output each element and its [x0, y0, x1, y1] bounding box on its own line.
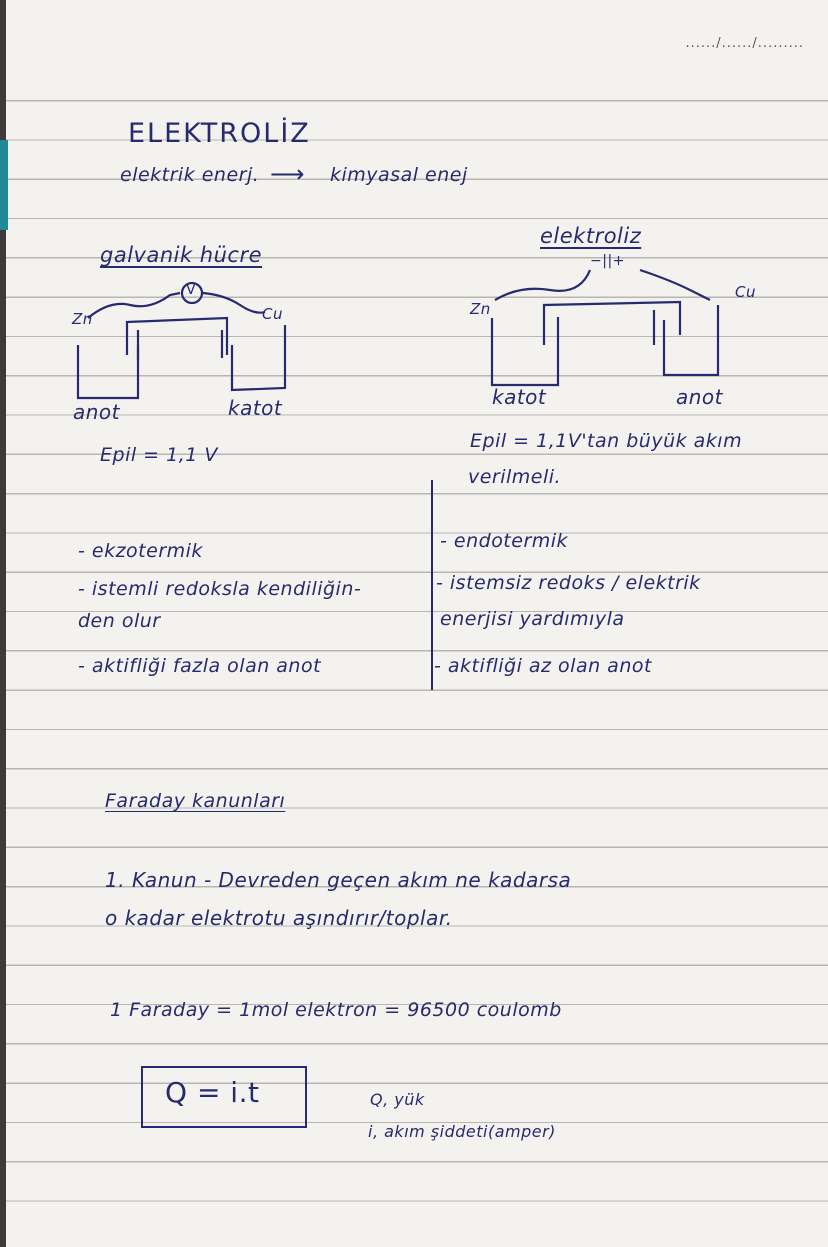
electrolysis-wire-left	[495, 270, 590, 300]
date-field: ....../....../.........	[685, 36, 804, 51]
electrolysis-property: - endotermik	[440, 530, 569, 552]
galvanic-property: - istemli redoksla kendiliğin-	[78, 578, 362, 600]
galvanic-property: - ekzotermik	[78, 540, 203, 562]
voltmeter-label: V	[186, 282, 197, 298]
faraday-law1-line1: 1. Kanun - Devreden geçen akım ne kadarsa	[105, 868, 572, 892]
electrolysis-property: enerjisi yardımıyla	[440, 608, 625, 630]
galvanic-cathode-label: katot	[228, 396, 283, 420]
electrolysis-property: - aktifliği az olan anot	[434, 655, 652, 677]
power-source-label: −||+	[590, 253, 625, 269]
formula-legend-i: i, akım şiddeti(amper)	[368, 1122, 556, 1141]
electrolysis-property: - istemsiz redoks / elektrik	[436, 572, 701, 594]
electrolysis-cathode-beaker	[492, 317, 558, 385]
electrolysis-heading: elektroliz	[540, 224, 642, 248]
arrow-icon: ⟶	[270, 160, 305, 188]
faraday-heading: Faraday kanunları	[105, 790, 286, 812]
galvanic-cathode-beaker	[232, 325, 285, 390]
comparison-divider	[431, 480, 433, 690]
electrolysis-left-metal: Zn	[470, 300, 491, 318]
faraday-equivalence: 1 Faraday = 1mol elektron = 96500 coulomb	[110, 999, 562, 1021]
electrolysis-anode-label: anot	[676, 385, 724, 409]
electrolysis-potential-line2: verilmeli.	[468, 466, 562, 488]
page-title: ELEKTROLİZ	[128, 118, 311, 149]
galvanic-wire-right	[203, 293, 265, 313]
salt-bridge	[127, 318, 227, 355]
faraday-law1-line2: o kadar elektrotu aşındırır/toplar.	[105, 906, 453, 930]
galvanic-heading: galvanik hücre	[100, 243, 263, 267]
galvanic-property: - aktifliği fazla olan anot	[78, 655, 322, 677]
galvanic-electrodes	[138, 330, 222, 360]
voltmeter-icon	[182, 283, 202, 303]
galvanic-right-metal: Cu	[262, 305, 283, 323]
galvanic-left-metal: Zn	[72, 310, 93, 328]
subtitle-from: elektrik enerj.	[120, 164, 260, 186]
formula: Q = i.t	[165, 1076, 260, 1109]
galvanic-wire-left	[88, 293, 180, 318]
galvanic-property: den olur	[78, 610, 161, 632]
galvanic-potential: Epil = 1,1 V	[100, 444, 218, 466]
electrolysis-anode-beaker	[664, 305, 718, 375]
electrolysis-bridge	[544, 302, 680, 345]
formula-legend-q: Q, yük	[370, 1090, 425, 1109]
subtitle-to: kimyasal enej	[330, 164, 468, 186]
electrolysis-cathode-label: katot	[492, 385, 547, 409]
galvanic-anode-beaker	[78, 345, 138, 398]
electrolysis-right-metal: Cu	[735, 283, 756, 301]
galvanic-anode-label: anot	[73, 400, 121, 424]
electrolysis-wire-right	[640, 270, 710, 300]
electrolysis-potential-line1: Epil = 1,1V'tan büyük akım	[470, 430, 743, 452]
